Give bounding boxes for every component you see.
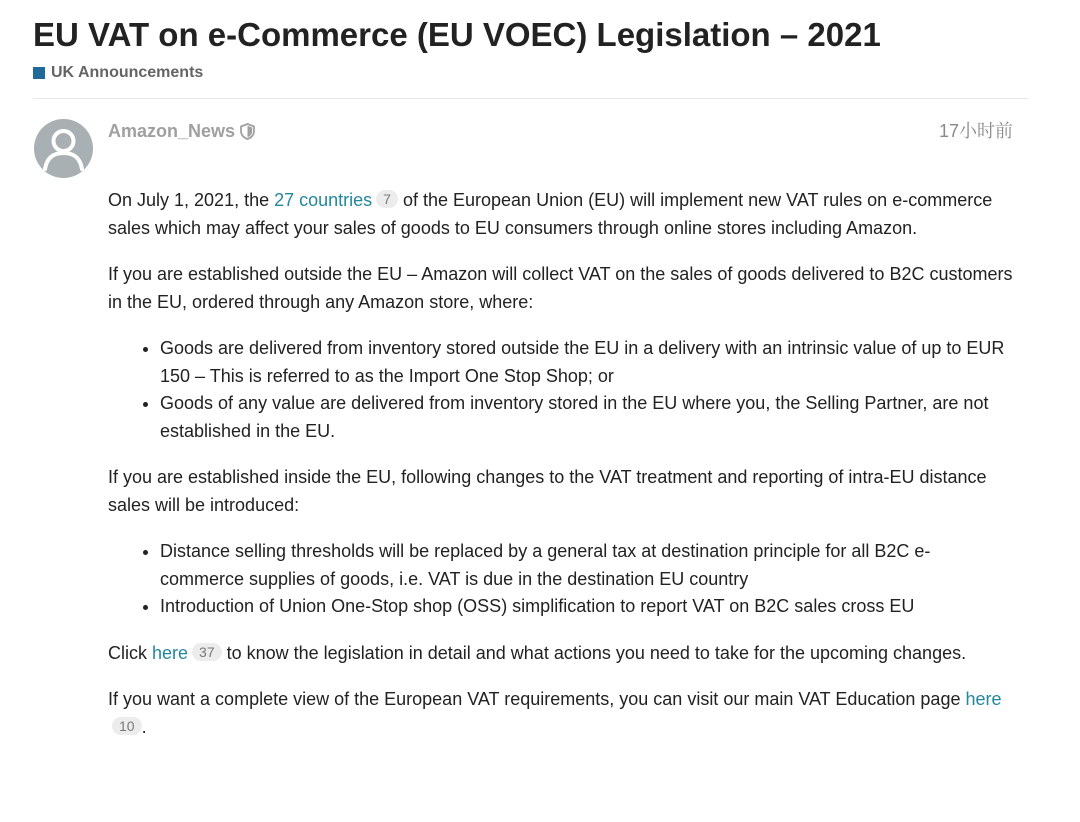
default-user-avatar-icon	[34, 119, 93, 178]
post-paragraph-5	[108, 686, 1013, 741]
post-paragraph-3: If you are established inside the EU, following changes to the VAT treatment and reporting of intra-EU distance sales will be introduced:	[108, 467, 987, 515]
category-color-square	[33, 67, 45, 79]
paragraph-text: On July 1, 2021, the	[108, 190, 275, 210]
vat-education-here-link[interactable]: here	[965, 689, 1002, 709]
paragraph-text: .	[141, 716, 147, 737]
post-author	[108, 120, 255, 142]
post-paragraph-2: If you are established outside the EU – Amazon will collect VAT on the sales of goods delivered to B2C customers in the EU, ordered through any Amazon store, where:	[108, 264, 1013, 312]
paragraph-text: Click	[108, 642, 152, 663]
paragraph-text: If you want a complete view of the European VAT requirements, you can visit our main VAT Education page	[108, 689, 966, 709]
category-label: UK Announcements	[51, 64, 204, 81]
countries-link[interactable]: 27 countries	[274, 190, 373, 210]
topic-title[interactable]: EU VAT on e-Commerce (EU VOEC) Legislation – 2021	[33, 16, 881, 53]
shield-icon	[240, 123, 255, 140]
list-item: • Introduction of Union One-Stop shop (OSS) simplification to report VAT on B2C sales cross EU	[160, 593, 1013, 621]
user-avatar[interactable]	[34, 119, 93, 178]
bullet-list-outside-eu	[108, 335, 1013, 445]
list-item: • Distance selling thresholds will be replaced by a general tax at destination principle for all B2C e-commerce supplies of goods, i.e. VAT is due in the destination EU country	[160, 538, 1013, 593]
link-click-count: 37	[192, 643, 222, 661]
list-item: • Goods are delivered from inventory stored outside the EU in a delivery with an intrinsic value of up to EUR 150 – This is referred to as the Import One Stop Shop; or	[160, 335, 1013, 390]
post-paragraph-1	[108, 187, 1013, 242]
author-username-link[interactable]: Amazon_News	[108, 121, 236, 141]
paragraph-text: of the European Union (EU) will implement new VAT rules on e-commerce sales which may affect your sales of goods to EU consumers through online stores including Amazon.	[108, 190, 993, 238]
bullet-list-inside-eu	[108, 538, 1013, 621]
category-badge[interactable]	[33, 63, 203, 83]
list-item: • Goods of any value are delivered from inventory stored in the EU where you, the Selling Partner, are not established in the EU.	[160, 390, 1013, 445]
paragraph-text: to know the legislation in detail and what actions you need to take for the upcoming changes.	[221, 642, 967, 663]
post-body	[108, 187, 1013, 760]
link-click-count: 10	[112, 717, 142, 735]
post-timestamp[interactable]: 17小时前	[938, 121, 1013, 141]
title-divider	[33, 98, 1028, 99]
post-paragraph-4	[108, 640, 1013, 668]
link-click-count: 7	[376, 190, 398, 208]
legislation-here-link[interactable]: here	[152, 642, 189, 663]
